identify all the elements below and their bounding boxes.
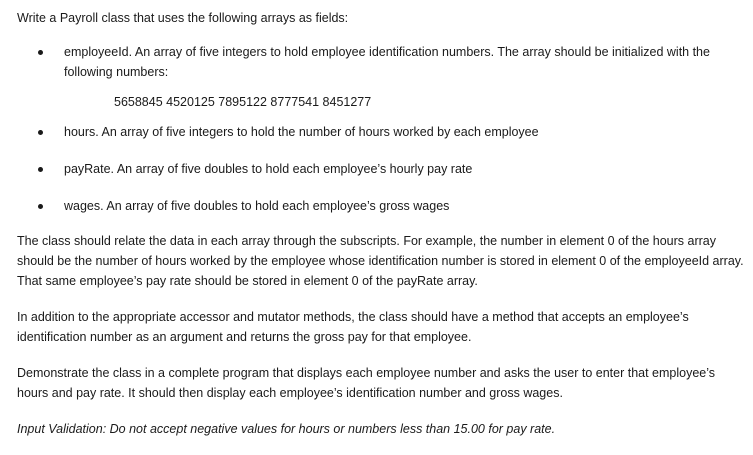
fields-list (17, 42, 745, 216)
bullet-text: employeeId. An array of five integers to hold employee identification numbers. The array should be initialized with the following numbers: (64, 45, 710, 79)
list-item-hours (17, 122, 745, 142)
bullet-text: hours. An array of five integers to hold the number of hours worked by each employee (64, 125, 539, 139)
list-item-wages (17, 196, 745, 216)
document-body (17, 8, 745, 455)
paragraph-demonstrate: Demonstrate the class in a complete program that displays each employee number and asks the user to enter that employee’s hours and pay rate. It should then display each employee’s identification number and gross wages. (17, 366, 716, 400)
bullet-text: wages. An array of five doubles to hold each employee’s gross wages (64, 199, 450, 213)
input-validation: Input Validation: Do not accept negative values for hours or numbers less than 15.00 for pay rate. (17, 422, 556, 436)
intro-text: Write a Payroll class that uses the following arrays as fields: (17, 11, 349, 25)
paragraph-subscripts: The class should relate the data in each array through the subscripts. For example, the number in element 0 of the hours array should be the number of hours worked by the employee whose identification number is stored in element 0 of the employeeId array. That same employee’s pay rate should be stored in element 0 of the payRate array. (17, 234, 744, 288)
bullet-text: payRate. An array of five doubles to hold each employee’s hourly pay rate (64, 162, 473, 176)
list-item-employee-id (17, 42, 745, 112)
employee-ids: 5658845 4520125 7895122 8777541 8451277 (114, 95, 372, 109)
list-item-pay-rate (17, 159, 745, 179)
paragraph-methods: In addition to the appropriate accessor and mutator methods, the class should have a method that accepts an employee’s identification number as an argument and returns the gross pay for that employee. (17, 310, 689, 344)
